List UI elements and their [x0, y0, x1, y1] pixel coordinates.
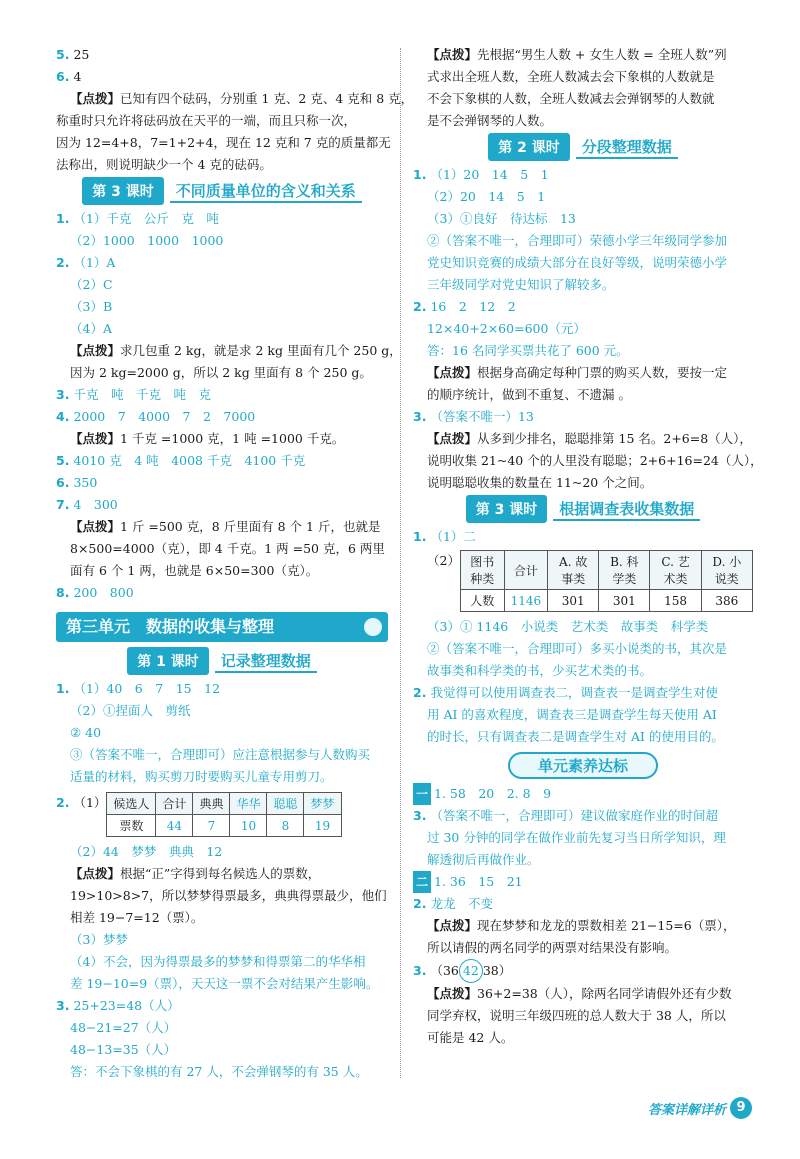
- e1-line1: 1. （1）二: [413, 529, 476, 544]
- unit-assessment-header: 单元素养达标: [413, 752, 753, 779]
- g-line1: 二 1. 36 15 21: [413, 871, 753, 893]
- hint-b4: 【点拨】1 千克 =1000 克，1 吨 =1000 千克。: [70, 431, 345, 446]
- hint-line: 说明收集 21~40 个的人里没有聪聪；2+6+16=24（人），: [427, 453, 763, 468]
- c1-line4: ③（答案不唯一，合理即可）应注意根据参与人数购买: [70, 747, 371, 762]
- hint-c2: 【点拨】根据“正”字得到每名候选人的票数，: [70, 866, 321, 881]
- lesson-3b-header: 第 3 课时 根据调查表收集数据: [413, 496, 753, 522]
- c2-line4: （4）不会，因为得票最多的梦梦和得票第二的华华相: [70, 954, 366, 969]
- hint-line: 所以请假的两名同学的两票对结果没有影响。: [427, 940, 678, 955]
- c3-line1: 3. 25+23=48（人）: [56, 998, 180, 1013]
- g-line2: 2. 龙龙 不变: [413, 896, 493, 911]
- footer-label: 答案详解详析: [647, 1102, 726, 1118]
- hint-line: 因为 2 kg=2000 g，所以 2 kg 里面有 8 个 250 g。: [70, 365, 372, 380]
- f-line5: 解透彻后再做作业。: [427, 852, 540, 867]
- f-line4: 过 30 分钟的同学在做作业前先复习当日所学知识，理: [427, 830, 726, 845]
- hint-line: 不会下象棋的人数，全班人数减去会弹钢琴的人数就: [427, 91, 715, 106]
- c2-block: 2. （1） 候选人 合计 典典 华华 聪聪 梦梦 票数 44 7 10 8 19: [56, 792, 388, 837]
- e1-line4: ②（答案不唯一，合理即可）多买小说类的书，其次是: [427, 641, 728, 656]
- hint-d3: 【点拨】从多到少排名，聪聪排第 15 名。2+6=8（人），: [427, 431, 752, 446]
- right-column: [413, 44, 763, 1049]
- page-number: 9: [730, 1097, 752, 1119]
- lesson-1-header: 第 1 课时 记录整理数据: [56, 648, 388, 674]
- b3: 3. 千克 吨 千克 吨 克: [56, 387, 211, 402]
- hint-g3: 【点拨】36+2=38（人），除两名同学请假外还有少数: [427, 986, 732, 1001]
- e2-line2: 用 AI 的喜欢程度，调查表三是调查学生每天使用 AI: [427, 707, 717, 722]
- f-line3: 3. （答案不唯一，合理即可）建议做家庭作业的时间超: [413, 808, 718, 823]
- column-divider: [400, 48, 401, 1078]
- d1-line4: ②（答案不唯一，合理即可）荣德小学三年级同学参加: [427, 233, 728, 248]
- hint-line: 式求出全班人数，全班人数减去会下象棋的人数就是: [427, 69, 715, 84]
- vote-table: 候选人 合计 典典 华华 聪聪 梦梦 票数 44 7 10 8 19: [106, 792, 341, 837]
- hint-top: 【点拨】先根据“男生人数 + 女生人数 = 全班人数”列: [427, 47, 727, 62]
- hint-line: 19>10>8>7，所以梦梦得票最多，典典得票最少，他们: [70, 888, 387, 903]
- d1-line5: 党史知识竞赛的成绩大部分在良好等级，说明荣德小学: [427, 255, 728, 270]
- hint-line: 同学弃权，说明三年级四班的总人数大于 38 人，所以: [427, 1008, 726, 1023]
- b1-line1: 1. （1）千克 公斤 克 吨: [56, 211, 219, 226]
- b1-line2: （2）1000 1000 1000: [70, 233, 224, 248]
- b7: 7. 4 300: [56, 497, 118, 512]
- car-icon: [364, 618, 382, 636]
- d2-line1: 2. 16 2 12 2: [413, 299, 516, 314]
- answer-6: 6. 4: [56, 69, 82, 84]
- hint-line: 因为 12=4+8，7=1+2+4，现在 12 克和 7 克的质量都无: [56, 135, 391, 150]
- lesson-3-header: 第 3 课时 不同质量单位的含义和关系: [56, 178, 388, 204]
- b8: 8. 200 800: [56, 585, 134, 600]
- hint-b7: 【点拨】1 斤 =500 克，8 斤里面有 8 个 1 斤，也就是: [70, 519, 381, 534]
- d3-line1: 3. （答案不唯一）13: [413, 409, 534, 424]
- g-line3: 3. （36 42 38）: [413, 959, 753, 983]
- c3-line4: 答：不会下象棋的有 27 人，不会弹钢琴的有 35 人。: [70, 1064, 368, 1079]
- hint-line: 说明聪聪收集的数量在 11~20 个之间。: [427, 475, 653, 490]
- hint-line: 的顺序统计，做到不重复、不遗漏 。: [427, 387, 631, 402]
- d2-line2: 12×40+2×60=600（元）: [427, 321, 586, 336]
- e2-line1: 2. 我觉得可以使用调查表二，调查表一是调查学生对使: [413, 685, 718, 700]
- b2-line1: 2. （1）A: [56, 255, 116, 270]
- hint-line: 可能是 42 人。: [427, 1030, 514, 1045]
- f-line1: 一 1. 58 20 2. 8 9: [413, 783, 753, 805]
- c2-line3: （3）梦梦: [70, 932, 128, 947]
- hint-g2: 【点拨】现在梦梦和龙龙的票数相差 21−15=6（票），: [427, 918, 736, 933]
- c1-line3: ② 40: [70, 725, 102, 740]
- e1-line5: 故事类和科学类的书，少买艺术类的书。: [427, 663, 653, 678]
- hint-line: 称重时只允许将砝码放在天平的一端，而且只称一次，: [56, 113, 357, 128]
- c2-line2: （2）44 梦梦 典典 12: [70, 844, 223, 859]
- b2-line4: （4）A: [70, 321, 112, 336]
- e2-line3: 的时长，只有调查表二是调查学生对 AI 的使用目的。: [427, 729, 724, 744]
- b2-line3: （3）B: [70, 299, 113, 314]
- book-table: 图书种类 合计 A. 故事类 B. 科学类 C. 艺术类 D. 小说类 人数 1146 301 301 158 386: [460, 550, 753, 612]
- hint-d2: 【点拨】根据身高确定每种门票的购买人数，要按一定: [427, 365, 728, 380]
- d1-line2: （2）20 14 5 1: [427, 189, 546, 204]
- hint-b2: 【点拨】求几包重 2 kg，就是求 2 kg 里面有几个 250 g，: [70, 343, 402, 358]
- d1-line6: 三年级同学对党史知识了解较多。: [427, 277, 615, 292]
- unit-3-banner: 第三单元 数据的收集与整理: [56, 612, 388, 642]
- c1-line5: 适量的材料，购买剪刀时要购买儿童专用剪刀。: [70, 769, 333, 784]
- b4: 4. 2000 7 4000 7 2 7000: [56, 409, 256, 424]
- b5: 5. 4010 克 4 吨 4008 千克 4100 千克: [56, 453, 306, 468]
- c3-line3: 48−13=35（人）: [70, 1042, 177, 1057]
- hint-line: 相差 19−7=12（票）。: [70, 910, 204, 925]
- b6: 6. 350: [56, 475, 98, 490]
- c3-line2: 48−21=27（人）: [70, 1020, 177, 1035]
- hint-6: 【点拨】已知有四个砝码，分别重 1 克、2 克、4 克和 8 克，: [70, 91, 414, 106]
- hint-line: 法称出，则说明缺少一个 4 克的砝码。: [56, 157, 272, 172]
- e1-table-block: （2） 图书种类 合计 A. 故事类 B. 科学类 C. 艺术类 D. 小说类 人数 1146 301 301 158 386: [427, 550, 753, 612]
- hint-line: 是不会弹钢琴的人数。: [427, 113, 553, 128]
- c2-line5: 差 19−10=9（票），天天这一票不会对结果产生影响。: [70, 976, 379, 991]
- hint-line: 8×500=4000（克），即 4 千克。1 两 =50 克，6 两里: [70, 541, 385, 556]
- lesson-2-header: 第 2 课时 分段整理数据: [413, 134, 753, 160]
- answer-5: 5. 25: [56, 47, 90, 62]
- e1-line3: （3）① 1146 小说类 艺术类 故事类 科学类: [427, 619, 709, 634]
- left-column: [56, 44, 414, 1083]
- c1-line2: （2）①捏面人 剪纸: [70, 703, 191, 718]
- b2-line2: （2）C: [70, 277, 113, 292]
- d1-line3: （3）①良好 待达标 13: [427, 211, 576, 226]
- d2-line3: 答：16 名同学买票共花了 600 元。: [427, 343, 629, 358]
- d1-line1: 1. （1）20 14 5 1: [413, 167, 549, 182]
- page-footer: [648, 1097, 752, 1119]
- hint-line: 面有 6 个 1 两，也就是 6×50=300（克）。: [70, 563, 319, 578]
- c1-line1: 1. （1）40 6 7 15 12: [56, 681, 221, 696]
